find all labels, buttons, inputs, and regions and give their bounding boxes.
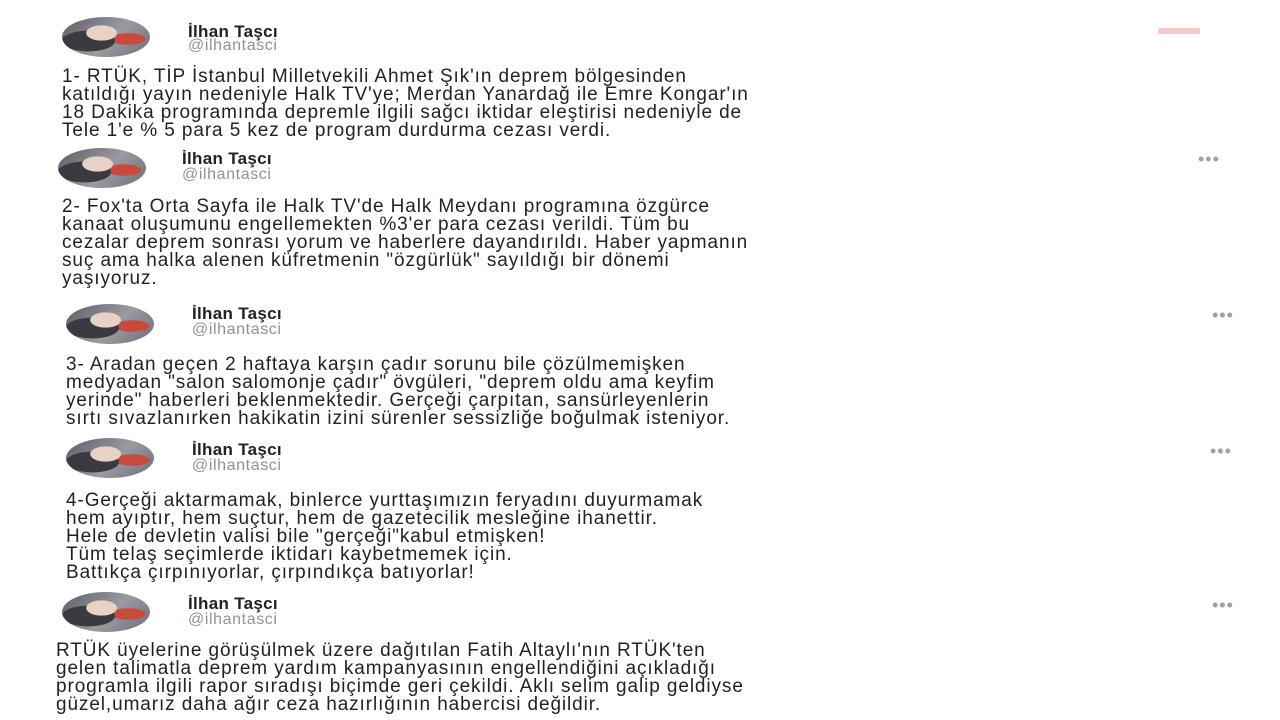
author-handle[interactable]: @ilhantasci — [192, 457, 282, 474]
tweet-text: 3- Aradan geçen 2 haftaya karşın çadır sorunu bile çözülmemişken medyadan "salon salomonje çadır" övgüleri, "deprem oldu ama keyfim yerinde" haberleri beklenmektedir. Gerçeği çarpıtan, sansürleyenlerin sırtı sıvazlanırken hakikatin izini sürenler sessizliğe boğulmak isteniyor. — [66, 354, 731, 429]
avatar[interactable] — [62, 17, 150, 57]
more-options-icon[interactable]: ••• — [1210, 441, 1232, 461]
author-handle[interactable]: @ilhantasci — [182, 166, 272, 183]
tweet-card — [0, 432, 1280, 583]
more-options-icon[interactable]: ••• — [1198, 149, 1220, 169]
tweet-text: 2- Fox'ta Orta Sayfa ile Halk TV'de Halk Meydanı programına özgürce kanaat oluşumunu engellemekten %3'er para cezası verildi. Tüm bu cezalar deprem sonrası yorum ve haberlere dayandırıldı. Haber yapmanın suç ama halka alenen küfretmenin "özgürlük" sayıldığı bir dönemi yaşıyoruz. — [62, 196, 749, 289]
author-handle[interactable]: @ilhantasci — [188, 37, 278, 54]
tweet-text: 4-Gerçeği aktarmamak, binlerce yurttaşımızın feryadını duyurmamak hem ayıptır, hem suçtur, hem de gazetecilik mesleğine ihanettir. Hele de devletin valisi bile "gerçeği"kabul etmişken! Tüm telaş seçimlerde iktidarı kaybetmemek için. Battıkça çırpınıyorlar, çırpındıkça batıyorlar! — [66, 490, 704, 583]
more-options-icon[interactable]: ••• — [1212, 305, 1234, 325]
author-name[interactable]: İlhan Taşcı — [192, 304, 282, 323]
tweet-text: RTÜK üyelerine görüşülmek üzere dağıtılan Fatih Altaylı'nın RTÜK'ten gelen talimatla deprem yardım kampanyasının engellendiğini açıkladığı programla ilgili rapor sıradışı biçimde geri çekildi. Aklı selim galip geldiyse güzel,umarız daha ağır ceza hazırlığının habercisi değildir. — [56, 640, 744, 715]
author-name[interactable]: İlhan Taşcı — [192, 440, 282, 459]
tweet-card — [0, 140, 1280, 300]
avatar[interactable] — [66, 304, 154, 344]
avatar[interactable] — [66, 438, 154, 478]
tweet-card — [0, 300, 1280, 432]
avatar[interactable] — [62, 592, 150, 632]
author-name[interactable]: İlhan Taşcı — [182, 149, 272, 168]
tweet-card — [0, 580, 1280, 720]
author-name[interactable]: İlhan Taşcı — [188, 594, 278, 613]
author-name[interactable]: İlhan Taşcı — [188, 22, 278, 41]
more-options-icon[interactable]: ••• — [1212, 595, 1234, 615]
tweet-card — [0, 0, 1280, 140]
tweet-text: 1- RTÜK, TİP İstanbul Milletvekili Ahmet Şık'ın deprem bölgesinden katıldığı yayın nedeniyle Halk TV'ye; Merdan Yanardağ ile Emre Kongar'ın 18 Dakika programında depremle ilgili sağcı iktidar eleştirisi nedeniyle de Tele 1'e % 5 para 5 kez de program durdurma cezası verdi. — [62, 66, 749, 141]
avatar[interactable] — [58, 148, 146, 188]
author-handle[interactable]: @ilhantasci — [192, 321, 282, 338]
author-handle[interactable]: @ilhantasci — [188, 611, 278, 628]
